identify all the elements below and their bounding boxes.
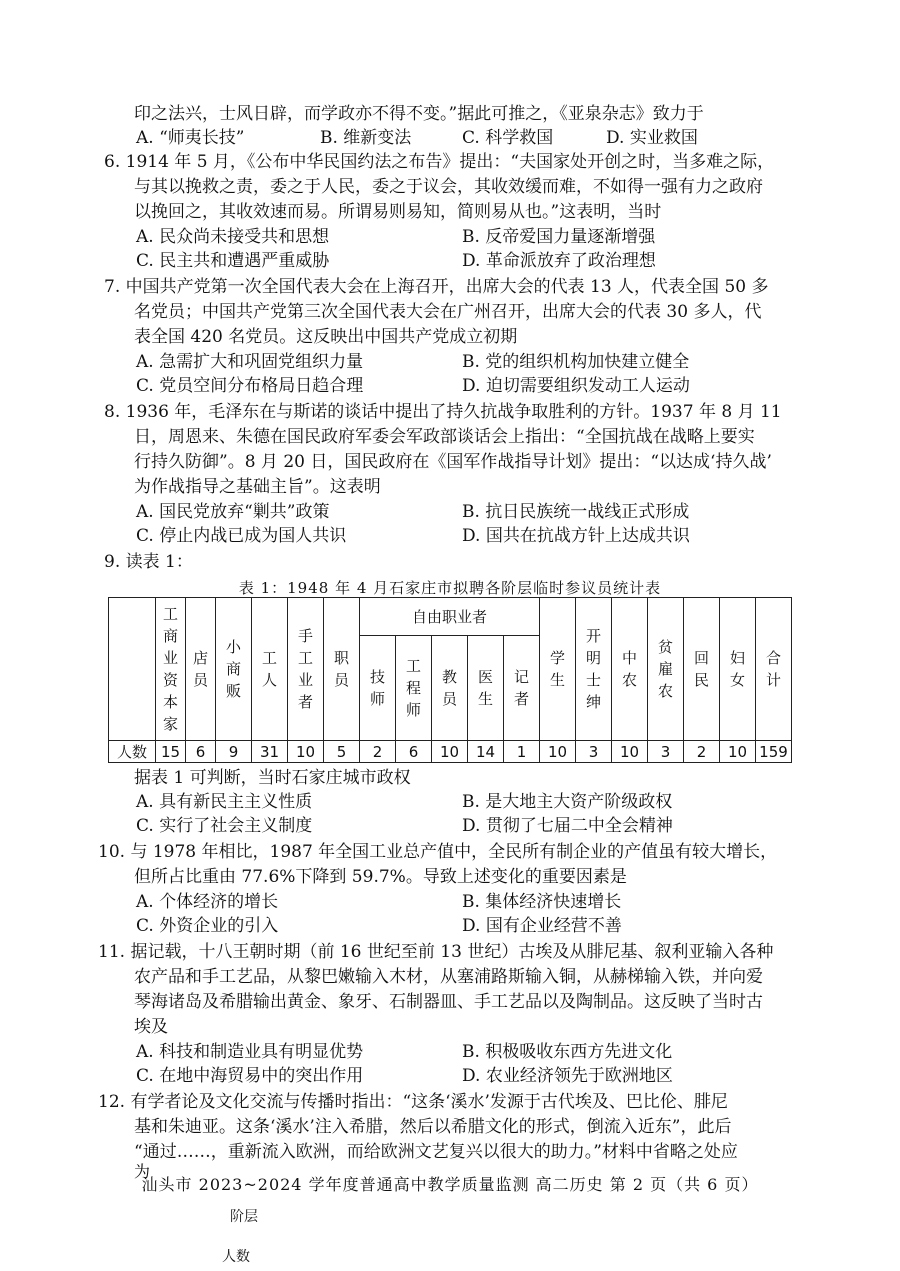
value-cell: 9: [216, 741, 252, 763]
header-cell: 贫雇农: [648, 598, 684, 741]
q7-text-3: 表全国 420 名党员。这反映出中国共产党成立初期: [134, 327, 518, 347]
q6-option-c: C. 民主共和遭遇严重威胁: [136, 251, 330, 271]
q8-option-b: B. 抗日民族统一战线正式形成: [462, 502, 690, 522]
q10-option-c: C. 外资企业的引入: [136, 916, 279, 936]
value-cell: 5: [324, 741, 360, 763]
value-cell: 2: [684, 741, 720, 763]
q12-text-1: 12. 有学者论及文化交流与传播时指出：“这条‘溪水’发源于古代埃及、巴比伦、腓尼: [98, 1092, 728, 1112]
q9-option-c: C. 实行了社会主义制度: [136, 816, 313, 836]
value-cell: 6: [396, 741, 432, 763]
q7-text-1: 7. 中国共产党第一次全国代表大会在上海召开，出席大会的代表 13 人，代表全国 50 多: [104, 277, 769, 297]
q12-text-3: “通过……，重新流入欧洲，而给欧洲文艺复兴以很大的助力。”材料中省略之处应: [134, 1142, 738, 1162]
value-cell: 31: [252, 741, 288, 763]
page-footer: 汕头市 2023~2024 学年度普通高中教学质量监测 高二历史 第 2 页（共 6 页）: [141, 1175, 759, 1194]
header-cell: 妇女: [720, 598, 756, 741]
value-cell: 6: [186, 741, 216, 763]
q10-text-2: 但所占比重由 77.6%下降到 59.7%。导致上述变化的重要因素是: [134, 867, 627, 887]
q11-text-2: 农产品和手工艺品，从黎巴嫩输入木材，从塞浦路斯输入铜，从赫梯输入铁，并向爱: [134, 967, 763, 987]
q8-option-d: D. 国共在抗战方针上达成共识: [462, 526, 690, 546]
q7-option-a: A. 急需扩大和巩固党组织力量: [136, 352, 364, 372]
q11-text-1: 11. 据记载，十八王朝时期（前 16 世纪至前 13 世纪）古埃及从腓尼基、叙利亚输入各种: [98, 942, 774, 962]
header-cell: 记者: [504, 636, 540, 741]
header-cell: 工商业资本家: [156, 598, 186, 741]
header-cell: 职员: [324, 598, 360, 741]
value-cell: 10: [288, 741, 324, 763]
value-cell: 10: [612, 741, 648, 763]
q10-option-d: D. 国有企业经营不善: [462, 916, 622, 936]
q8-text-4: 为作战指导之基础主旨”。这表明: [134, 477, 381, 497]
q9-stem: 据表 1 可判断，当时石家庄城市政权: [134, 768, 411, 788]
table-corner-cell: [109, 598, 156, 741]
q5-option-c: C. 科学救国: [462, 128, 554, 148]
q10-option-a: A. 个体经济的增长: [136, 892, 279, 912]
header-cell: 开明士绅: [576, 598, 612, 741]
q6-option-d: D. 革命派放弃了政治理想: [462, 251, 656, 271]
value-cell: 10: [720, 741, 756, 763]
q12-text-2: 基和朱迪亚。这条‘溪水’注入希腊，然后以希腊文化的形式，倒流入近东”，此后: [134, 1117, 732, 1137]
header-cell: 中农: [612, 598, 648, 741]
value-cell: 1: [504, 741, 540, 763]
q7-text-2: 名党员；中国共产党第三次全国代表大会在广州召开，出席大会的代表 30 多人，代: [134, 302, 762, 322]
q11-option-d: D. 农业经济领先于欧洲地区: [462, 1066, 673, 1086]
value-cell: 3: [576, 741, 612, 763]
q10-option-b: B. 集体经济快速增长: [462, 892, 622, 912]
q7-option-b: B. 党的组织机构加快建立健全: [462, 352, 690, 372]
header-cell: 小商贩: [216, 598, 252, 741]
q6-text-3: 以挽回之，其收效速而易。所谓易则易知，简则易从也。”这表明，当时: [134, 202, 662, 222]
q5-option-b: B. 维新变法: [320, 128, 412, 148]
q8-option-c: C. 停止内战已成为国人共识: [136, 526, 347, 546]
value-cell: 10: [540, 741, 576, 763]
header-cell: 店员: [186, 598, 216, 741]
table-caption: 表 1：1948 年 4 月石家庄市拟聘各阶层临时参议员统计表: [238, 579, 662, 597]
header-cell: 回民: [684, 598, 720, 741]
header-cell: 合计: [756, 598, 792, 741]
q11-option-b: B. 积极吸收东西方先进文化: [462, 1042, 673, 1062]
q8-text-1: 8. 1936 年，毛泽东在与斯诺的谈话中提出了持久抗战争取胜利的方针。1937 年 8 月 11: [104, 402, 782, 422]
q5-option-a: A. “师夷长技”: [136, 128, 245, 148]
q6-option-a: A. 民众尚未接受共和思想: [136, 227, 330, 247]
header-cell: 工人: [252, 598, 288, 741]
q11-option-a: A. 科技和制造业具有明显优势: [136, 1042, 364, 1062]
header-cell: 工程师: [396, 636, 432, 741]
q10-text-1: 10. 与 1978 年相比，1987 年全国工业总产值中，全民所有制企业的产值虽有较大增长，: [98, 842, 778, 862]
stray-text-count: 人数: [222, 1249, 250, 1265]
q7-option-d: D. 迫切需要组织发动工人运动: [462, 376, 690, 396]
q7-option-c: C. 党员空间分布格局日趋合理: [136, 376, 364, 396]
q8-option-a: A. 国民党放弃“剿共”政策: [136, 502, 330, 522]
value-cell: 15: [156, 741, 186, 763]
q8-text-3: 行持久防御”。8 月 20 日，国民政府在《国军作战指导计划》提出：“以达成‘持久战’: [134, 452, 772, 472]
value-cell: 159: [756, 741, 792, 763]
q6-text-1: 6. 1914 年 5 月，《公布中华民国约法之布告》提出：“夫国家处开创之时，当多难之际，: [104, 152, 775, 172]
stray-text-layer: 阶层: [230, 1209, 258, 1225]
q9-option-d: D. 贯彻了七届二中全会精神: [462, 816, 673, 836]
header-cell: 手工业者: [288, 598, 324, 741]
q11-text-4: 埃及: [134, 1017, 168, 1037]
value-cell: 10: [432, 741, 468, 763]
stats-table: [108, 597, 792, 763]
q5-text-tail: 印之法兴，士风日辟，而学政亦不得不变。”据此可推之，《亚泉杂志》致力于: [134, 104, 704, 124]
q6-text-2: 与其以挽救之责，委之于人民，委之于议会，其收效缓而难，不如得一强有力之政府: [134, 177, 763, 197]
header-cell: 技师: [360, 636, 396, 741]
value-cell: 3: [648, 741, 684, 763]
q9-option-b: B. 是大地主大资产阶级政权: [462, 792, 673, 812]
q9-text: 9. 读表 1：: [104, 552, 193, 572]
q9-option-a: A. 具有新民主主义性质: [136, 792, 313, 812]
group-header-cell: 自由职业者: [360, 598, 540, 636]
header-cell: 学生: [540, 598, 576, 741]
header-cell: 医生: [468, 636, 504, 741]
q11-option-c: C. 在地中海贸易中的突出作用: [136, 1066, 364, 1086]
value-cell: 2: [360, 741, 396, 763]
row-label-cell: 人数: [109, 741, 156, 763]
q12-text-4: 为: [134, 1162, 151, 1181]
value-cell: 14: [468, 741, 504, 763]
q6-option-b: B. 反帝爱国力量逐渐增强: [462, 227, 656, 247]
q8-text-2: 日，周恩来、朱德在国民政府军委会军政部谈话会上指出：“全国抗战在战略上要实: [134, 427, 755, 447]
q5-option-d: D. 实业救国: [606, 128, 698, 148]
header-cell: 教员: [432, 636, 468, 741]
q11-text-3: 琴海诸岛及希腊输出黄金、象牙、石制器皿、手工艺品以及陶制品。这反映了当时古: [134, 992, 763, 1012]
